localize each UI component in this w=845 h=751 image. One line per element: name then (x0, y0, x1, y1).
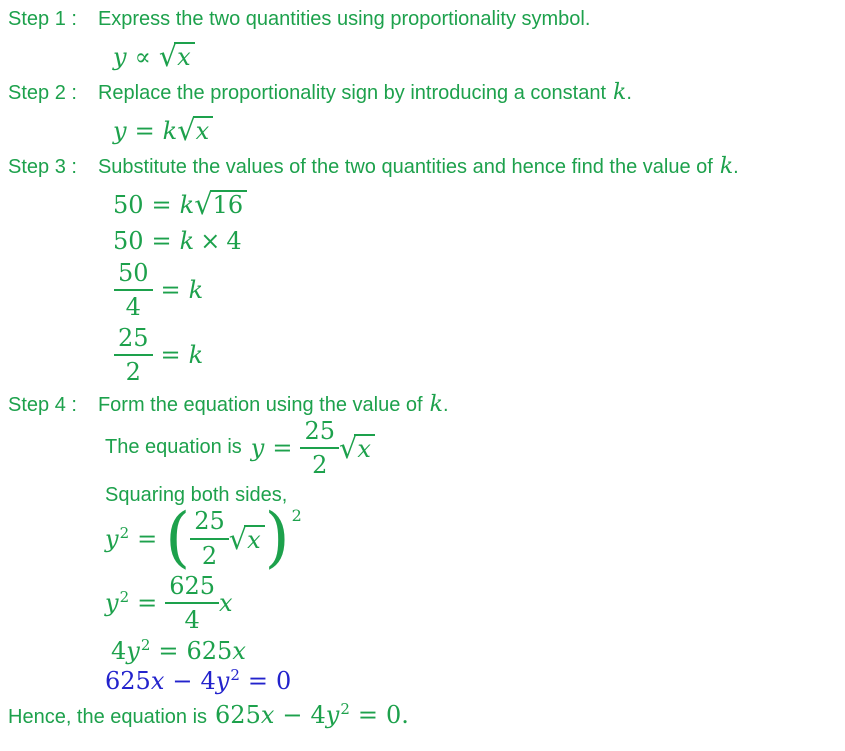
radicand-x: x (193, 116, 214, 144)
var-y: y (126, 636, 140, 665)
step-4-label: Step 4 : (8, 393, 77, 416)
denominator-4: 4 (125, 293, 141, 322)
numerator-25: 25 (190, 508, 229, 539)
minus-sign: − (172, 666, 193, 695)
left-paren: ( (165, 500, 191, 577)
equals-sign: = (160, 276, 181, 305)
number-4: 4 (310, 700, 326, 729)
denominator-2: 2 (201, 541, 218, 570)
var-y: y (105, 589, 119, 618)
times-sign: × (200, 226, 221, 255)
equals-sign: = (247, 666, 268, 695)
exponent-2: 2 (140, 635, 151, 654)
number-4: 4 (226, 226, 242, 255)
period: . (733, 155, 739, 178)
period: . (401, 700, 409, 729)
var-y: y (250, 433, 265, 462)
var-y: y (325, 700, 340, 729)
var-k: k (188, 341, 204, 370)
step-3-title: Substitute the values of the two quantities and hence find the value of (97, 155, 713, 178)
step-3-label: Step 3 : (8, 155, 77, 178)
hence-text: Hence, the equation is (8, 705, 208, 728)
radicand-x: x (244, 525, 265, 553)
equation-final-blue (105, 666, 837, 696)
equals-sign: = (160, 341, 181, 370)
period: . (442, 393, 449, 416)
fraction-25-2 (300, 418, 339, 479)
numerator-50: 50 (114, 260, 153, 291)
numerator-25: 25 (114, 325, 153, 356)
var-k: k (162, 116, 178, 145)
number-4: 4 (111, 636, 127, 665)
exponent-2: 2 (119, 588, 130, 607)
the-equation-line (105, 418, 837, 479)
y-squared (105, 588, 129, 618)
equation-50-equals-k-times-4 (113, 226, 837, 256)
number-50: 50 (113, 190, 144, 219)
equals-sign: = (151, 226, 172, 255)
equation-y-squared-625-over-4-x (105, 573, 837, 634)
numerator-25: 25 (300, 418, 339, 449)
var-y: y (105, 524, 119, 553)
radical-expression (229, 521, 265, 557)
number-0: 0 (386, 700, 402, 729)
equals-sign: = (137, 589, 158, 618)
radical-expression (158, 39, 195, 73)
radicand-x: x (174, 42, 195, 70)
conclusion-line (8, 700, 837, 730)
step-2-title: Replace the proportionality sign by introducing a constant (97, 81, 607, 104)
var-x: x (150, 666, 165, 695)
radicand-x: x (354, 434, 375, 462)
step-1-heading (8, 6, 837, 32)
var-k: k (719, 153, 734, 179)
period: . (626, 81, 632, 104)
var-k: k (179, 226, 195, 255)
radical-sign: √ (194, 186, 213, 221)
number-4: 4 (200, 666, 216, 695)
numerator-625: 625 (165, 573, 219, 604)
equation-25-over-2-equals-k (114, 325, 837, 386)
radical-expression (177, 112, 213, 147)
denominator-2: 2 (312, 450, 328, 479)
equation-y-squared-paren (105, 500, 837, 577)
equation-y-equals-k-sqrt-x (113, 112, 837, 148)
step-1-title: Express the two quantities using proportionality symbol. (97, 8, 591, 30)
radical-sign: √ (158, 39, 178, 73)
equation-y-propto-sqrt-x (113, 38, 837, 74)
exponent-2: 2 (340, 699, 350, 718)
minus-sign: − (282, 700, 303, 729)
step-4-heading (8, 392, 837, 418)
number-625: 625 (105, 666, 151, 695)
radical-sign: √ (228, 521, 248, 556)
equation-50-equals-k-sqrt-16 (113, 186, 837, 222)
var-k: k (188, 276, 204, 305)
equals-sign: = (272, 433, 293, 462)
number-625: 625 (215, 700, 261, 729)
fraction-25-2 (114, 325, 153, 386)
equals-sign: = (357, 700, 378, 729)
var-k: k (613, 79, 627, 105)
step-4-title: Form the equation using the value of (97, 393, 423, 416)
radical-sign: √ (338, 430, 358, 465)
equals-sign: = (158, 636, 179, 665)
radical-expression (194, 186, 247, 221)
exponent-2: 2 (230, 665, 240, 684)
step-1-label: Step 1 : (8, 8, 77, 30)
right-paren: ) (264, 500, 290, 577)
var-x: x (260, 700, 275, 729)
fraction-50-4 (114, 260, 153, 321)
radical-expression (339, 430, 375, 466)
var-x: x (219, 589, 233, 618)
step-3-heading (8, 154, 837, 180)
var-y: y (215, 666, 230, 695)
equation-50-over-4-equals-k (114, 260, 837, 321)
var-y: y (113, 43, 127, 71)
equals-sign: = (137, 524, 158, 553)
propto-symbol: ∝ (134, 43, 151, 71)
var-k: k (429, 391, 443, 417)
fraction-625-4 (165, 573, 219, 634)
fraction-25-2 (190, 508, 229, 569)
step-2-label: Step 2 : (8, 81, 77, 104)
equals-sign: = (134, 116, 155, 145)
number-625: 625 (186, 636, 233, 665)
exponent-2: 2 (119, 523, 130, 542)
number-0: 0 (275, 666, 292, 695)
var-k: k (179, 190, 195, 219)
radicand-16: 16 (210, 190, 248, 218)
var-y: y (113, 116, 127, 145)
equation-4y-squared-equals-625x (111, 636, 837, 666)
squaring-both-sides-text: Squaring both sides, (105, 484, 288, 507)
step-2-heading (8, 80, 837, 106)
number-50: 50 (113, 226, 144, 255)
conclusion-equation (215, 701, 409, 729)
radical-sign: √ (177, 112, 196, 147)
the-equation-is-text: The equation is (105, 436, 242, 459)
outer-exponent-2: 2 (291, 506, 302, 526)
denominator-4: 4 (184, 606, 200, 635)
var-x: x (232, 636, 246, 665)
equals-sign: = (151, 190, 172, 219)
y-squared (105, 524, 129, 554)
denominator-2: 2 (125, 358, 141, 387)
